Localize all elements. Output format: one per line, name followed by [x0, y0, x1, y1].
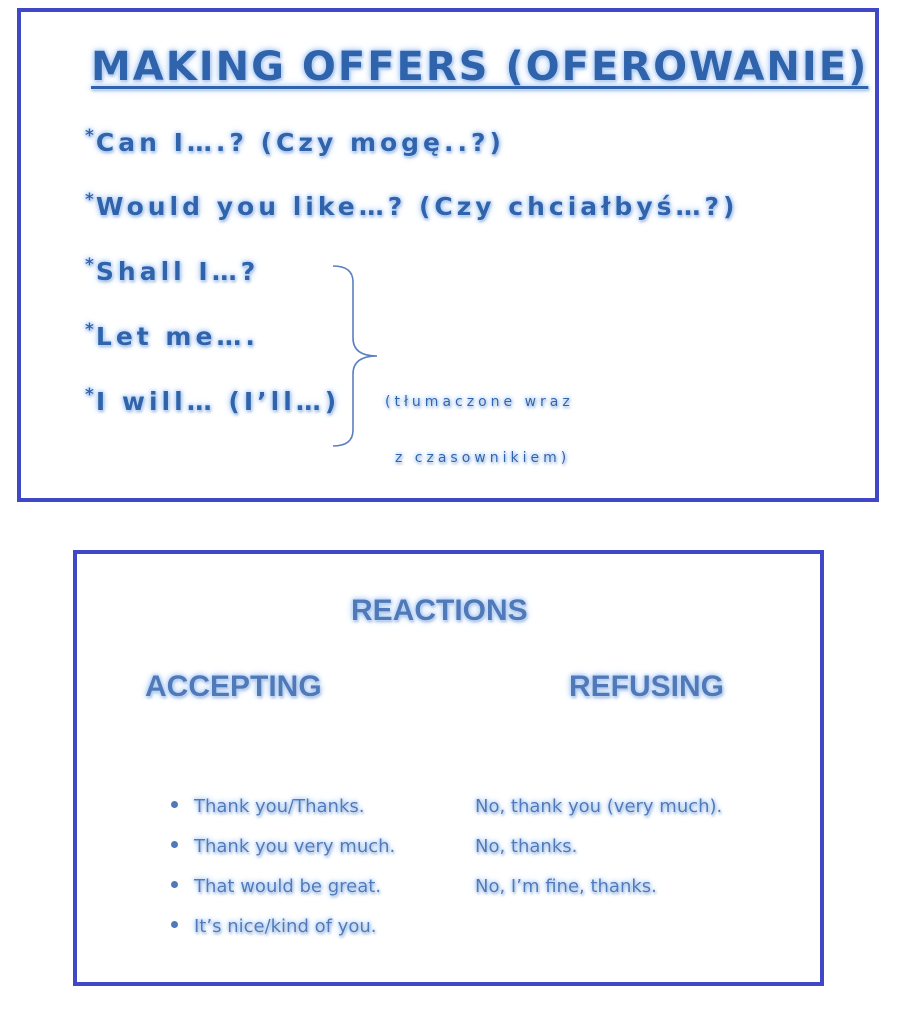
refusing-heading: REFUSING [569, 670, 725, 703]
bullet-dot-icon [171, 801, 178, 808]
bullet-dot-icon [171, 881, 178, 888]
bullet-dot-icon [171, 841, 178, 848]
list-item: It’s nice/kind of you. [171, 916, 376, 937]
offer-text: Would you like…? (Czy chciałbyś…?) [95, 192, 739, 221]
asterisk-bullet: * [85, 385, 96, 405]
offer-text: Let me…. [95, 322, 259, 351]
offer-text: Can I….? (Czy mogę..?) [95, 128, 505, 157]
translation-note-line1: (tłumaczone wraz [385, 394, 574, 410]
offer-item-shall-i [85, 255, 259, 286]
list-item: No, I’m fine, thanks. [475, 876, 657, 897]
curly-brace-icon [333, 264, 383, 448]
list-item: Thank you/Thanks. [171, 796, 365, 817]
translation-note-line2: z czasownikiem) [395, 450, 571, 466]
asterisk-bullet: * [85, 320, 96, 340]
asterisk-bullet: * [85, 190, 96, 210]
offer-text: Shall I…? [95, 257, 260, 286]
reactions-title: REACTIONS [351, 594, 528, 627]
offers-title: MAKING OFFERS (OFEROWANIE) [91, 44, 869, 90]
reactions-panel [73, 550, 824, 986]
refusing-list [475, 796, 775, 896]
asterisk-bullet: * [85, 255, 96, 275]
list-item: No, thanks. [475, 836, 578, 857]
asterisk-bullet: * [85, 126, 96, 146]
offers-panel [17, 8, 879, 502]
accepting-heading: ACCEPTING [145, 670, 322, 703]
accepting-list [171, 796, 451, 936]
list-item: Thank you very much. [171, 836, 395, 857]
offer-item-can-i [85, 126, 505, 157]
offer-item-would-you-like [85, 190, 738, 221]
bullet-dot-icon [171, 921, 178, 928]
list-item: No, thank you (very much). [475, 796, 723, 817]
offer-item-let-me [85, 320, 259, 351]
offer-text: I will… (I’ll…) [95, 387, 341, 416]
offer-item-i-will [85, 385, 340, 416]
list-item: That would be great. [171, 876, 381, 897]
